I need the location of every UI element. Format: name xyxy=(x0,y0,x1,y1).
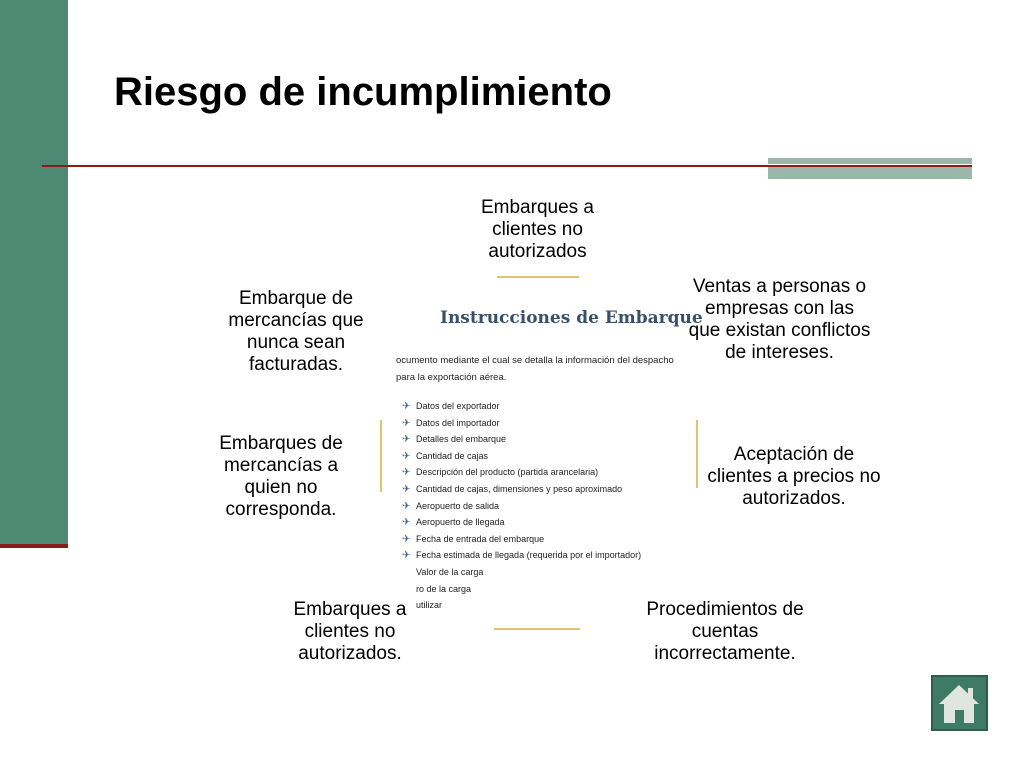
document-list-item xyxy=(402,498,641,515)
document-list-item-text: ro de la carga xyxy=(416,583,472,594)
document-list-item xyxy=(402,581,641,598)
document-description: ocumento mediante el cual se detalla la información del despacho para la exportación aérea. xyxy=(396,355,674,383)
home-icon xyxy=(933,677,986,729)
document-list-item xyxy=(402,597,641,614)
document-list-item xyxy=(402,398,641,415)
airplane-icon: ✈ xyxy=(402,500,411,512)
slide-title: Riesgo de incumplimiento xyxy=(114,70,612,114)
node-bottom-right: Procedimientos de cuentas incorrectamente. xyxy=(646,599,804,664)
document-list-item xyxy=(402,431,641,448)
node-top-left: Embarque de mercancías que nunca sean facturadas. xyxy=(228,288,364,375)
document-list-item-text: Aeropuerto de llegada xyxy=(416,517,505,528)
document-list-item xyxy=(402,464,641,481)
cycle-arc-right xyxy=(696,420,698,488)
decorative-stripes xyxy=(768,158,972,180)
airplane-icon: ✈ xyxy=(402,417,411,429)
document-list-item xyxy=(402,531,641,548)
side-accent-underline xyxy=(0,544,68,548)
document-list-item-text: Valor de la carga xyxy=(416,566,484,577)
document-list-item xyxy=(402,547,641,564)
cycle-arc-bottom xyxy=(494,628,580,630)
document-list-item-text: Fecha estimada de llegada (requerida por el importador) xyxy=(416,550,642,561)
side-accent-bar xyxy=(0,0,68,546)
airplane-icon: ✈ xyxy=(402,550,411,562)
document-item-list xyxy=(402,398,641,614)
node-top-right: Ventas a personas o empresas con las que existan conflictos de intereses. xyxy=(688,276,871,363)
document-list-item xyxy=(402,481,641,498)
document-list-item-text: Cantidad de cajas xyxy=(416,450,489,461)
document-list-item-text: Descripción del producto (partida arancelaria) xyxy=(416,467,599,478)
document-list-item-text: Cantidad de cajas, dimensiones y peso aproximado xyxy=(416,483,623,494)
document-list-item xyxy=(402,564,641,581)
document-list-item xyxy=(402,514,641,531)
document-list-item-text: Detalles del embarque xyxy=(416,434,507,445)
node-left: Embarques de mercancías a quien no corresponda. xyxy=(219,433,343,520)
airplane-icon: ✈ xyxy=(402,483,411,495)
document-title: Instrucciones de Embarque xyxy=(440,308,703,328)
document-list-item xyxy=(402,415,641,432)
document-list-item-text: Fecha de entrada del embarque xyxy=(416,533,545,544)
airplane-icon: ✈ xyxy=(402,450,411,462)
document-list-item-text: Datos del importador xyxy=(416,417,500,428)
cycle-arc-left xyxy=(380,420,382,492)
airplane-icon: ✈ xyxy=(402,434,411,446)
airplane-icon: ✈ xyxy=(402,533,411,545)
home-button[interactable] xyxy=(931,675,988,731)
airplane-icon: ✈ xyxy=(402,467,411,479)
airplane-icon: ✈ xyxy=(402,401,411,412)
node-right: Aceptación de clientes a precios no autorizados. xyxy=(707,444,881,509)
document-list-item-text: Datos del exportador xyxy=(416,401,500,411)
cycle-arc-top xyxy=(497,276,579,278)
document-list-item-text: utilizar xyxy=(416,600,443,611)
document-list-item-text: Aeropuerto de salida xyxy=(416,500,500,511)
node-top: Embarques a clientes no autorizados xyxy=(480,197,594,262)
airplane-icon: ✈ xyxy=(402,517,411,529)
document-list-item xyxy=(402,448,641,465)
node-bottom-left: Embarques a clientes no autorizados. xyxy=(293,599,407,664)
